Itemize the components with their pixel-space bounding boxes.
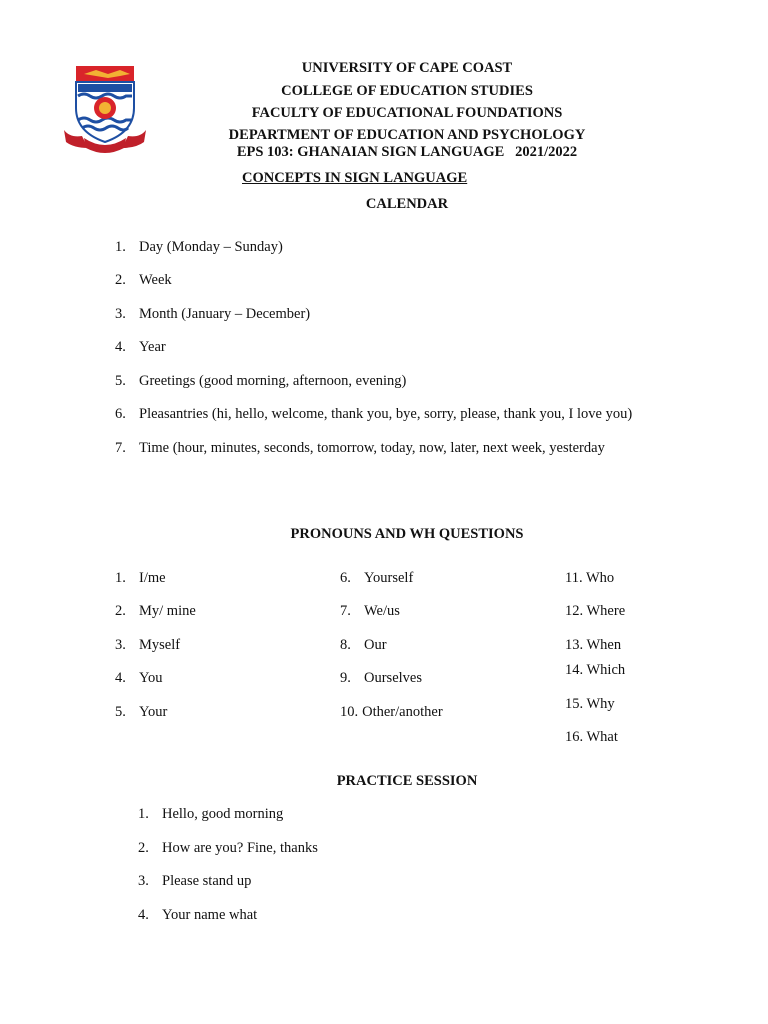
- list-number: 4.: [115, 339, 126, 355]
- list-text: Why: [586, 696, 615, 712]
- pronouns-title: PRONOUNS AND WH QUESTIONS: [290, 526, 524, 542]
- practice-title: PRACTICE SESSION: [336, 773, 478, 789]
- list-text: You: [139, 670, 163, 686]
- college-name: COLLEGE OF EDUCATION STUDIES: [281, 83, 533, 99]
- list-number: 6.: [115, 406, 126, 422]
- list-number: 3.: [115, 637, 126, 653]
- list-number: 9.: [340, 670, 351, 686]
- wh-question-item: [565, 570, 614, 587]
- pronoun-item: [340, 670, 422, 687]
- list-number: 4.: [138, 907, 149, 923]
- list-number: 16.: [565, 729, 584, 745]
- pronoun-item: [115, 637, 180, 654]
- calendar-item: [115, 272, 172, 289]
- list-text: Ourselves: [364, 670, 422, 686]
- list-text: Week: [139, 272, 172, 288]
- list-number: 2.: [115, 272, 126, 288]
- pronoun-item: [340, 637, 387, 654]
- list-number: 11.: [565, 570, 583, 586]
- list-text: Where: [586, 603, 626, 619]
- practice-item: [138, 907, 257, 924]
- list-text: Hello, good morning: [162, 806, 284, 822]
- list-number: 10.: [340, 704, 359, 720]
- list-text: Our: [364, 637, 387, 653]
- list-number: 6.: [340, 570, 351, 586]
- list-text: Please stand up: [162, 873, 252, 889]
- pronoun-item: [115, 603, 196, 620]
- pronoun-item: [115, 670, 163, 687]
- list-number: 2.: [115, 603, 126, 619]
- list-text: Pleasantries (hi, hello, welcome, thank you, bye, sorry, please, thank you, I love you): [139, 406, 633, 422]
- department-name: DEPARTMENT OF EDUCATION AND PSYCHOLOGY: [228, 127, 586, 143]
- list-text: Year: [139, 339, 166, 355]
- pronoun-item: [340, 603, 400, 620]
- pronoun-item: [115, 704, 167, 721]
- list-text: When: [586, 637, 622, 653]
- list-text: Other/another: [362, 704, 443, 720]
- list-text: Who: [585, 570, 615, 586]
- list-text: I/me: [139, 570, 166, 586]
- calendar-item: [115, 406, 632, 423]
- calendar-item: [115, 440, 605, 457]
- list-number: 7.: [340, 603, 351, 619]
- list-number: 1.: [115, 570, 126, 586]
- list-number: 1.: [138, 806, 149, 822]
- list-text: Your name what: [162, 907, 258, 923]
- list-number: 3.: [138, 873, 149, 889]
- pronoun-item: [340, 704, 443, 721]
- list-number: 7.: [115, 440, 126, 456]
- list-text: My/ mine: [139, 603, 196, 619]
- list-text: We/us: [364, 603, 400, 619]
- list-text: Day (Monday – Sunday): [139, 239, 283, 255]
- list-number: 12.: [565, 603, 584, 619]
- concepts-title: CONCEPTS IN SIGN LANGUAGE: [242, 170, 468, 186]
- list-text: Which: [586, 662, 626, 678]
- calendar-item: [115, 239, 283, 256]
- list-number: 4.: [115, 670, 126, 686]
- list-number: 13.: [565, 637, 584, 653]
- wh-question-item: [565, 637, 621, 654]
- list-text: Your: [139, 704, 168, 720]
- wh-question-item: [565, 603, 625, 620]
- list-number: 14.: [565, 662, 584, 678]
- university-name: UNIVERSITY OF CAPE COAST: [301, 60, 513, 76]
- list-number: 3.: [115, 306, 126, 322]
- faculty-name: FACULTY OF EDUCATIONAL FOUNDATIONS: [251, 105, 563, 121]
- wh-question-item: [565, 662, 625, 679]
- pronoun-item: [115, 570, 166, 587]
- list-number: 5.: [115, 373, 126, 389]
- calendar-item: [115, 373, 406, 390]
- pronoun-item: [340, 570, 413, 587]
- list-text: How are you? Fine, thanks: [162, 840, 318, 856]
- wh-question-item: [565, 696, 615, 713]
- list-number: 1.: [115, 239, 126, 255]
- list-number: 8.: [340, 637, 351, 653]
- list-number: 2.: [138, 840, 149, 856]
- wh-question-item: [565, 729, 618, 746]
- list-text: Myself: [139, 637, 181, 653]
- calendar-title: CALENDAR: [365, 196, 449, 212]
- list-text: Time (hour, minutes, seconds, tomorrow, today, now, later, next week, yesterday: [139, 440, 605, 456]
- calendar-item: [115, 339, 166, 356]
- list-text: Yourself: [364, 570, 414, 586]
- list-number: 5.: [115, 704, 126, 720]
- practice-item: [138, 873, 251, 890]
- list-number: 15.: [565, 696, 584, 712]
- practice-item: [138, 806, 283, 823]
- practice-item: [138, 840, 318, 857]
- list-text: Greetings (good morning, afternoon, evening): [139, 373, 407, 389]
- list-text: Month (January – December): [139, 306, 311, 322]
- course-title: EPS 103: GHANAIAN SIGN LANGUAGE 2021/2022: [236, 144, 578, 160]
- calendar-item: [115, 306, 310, 323]
- list-text: What: [586, 729, 618, 745]
